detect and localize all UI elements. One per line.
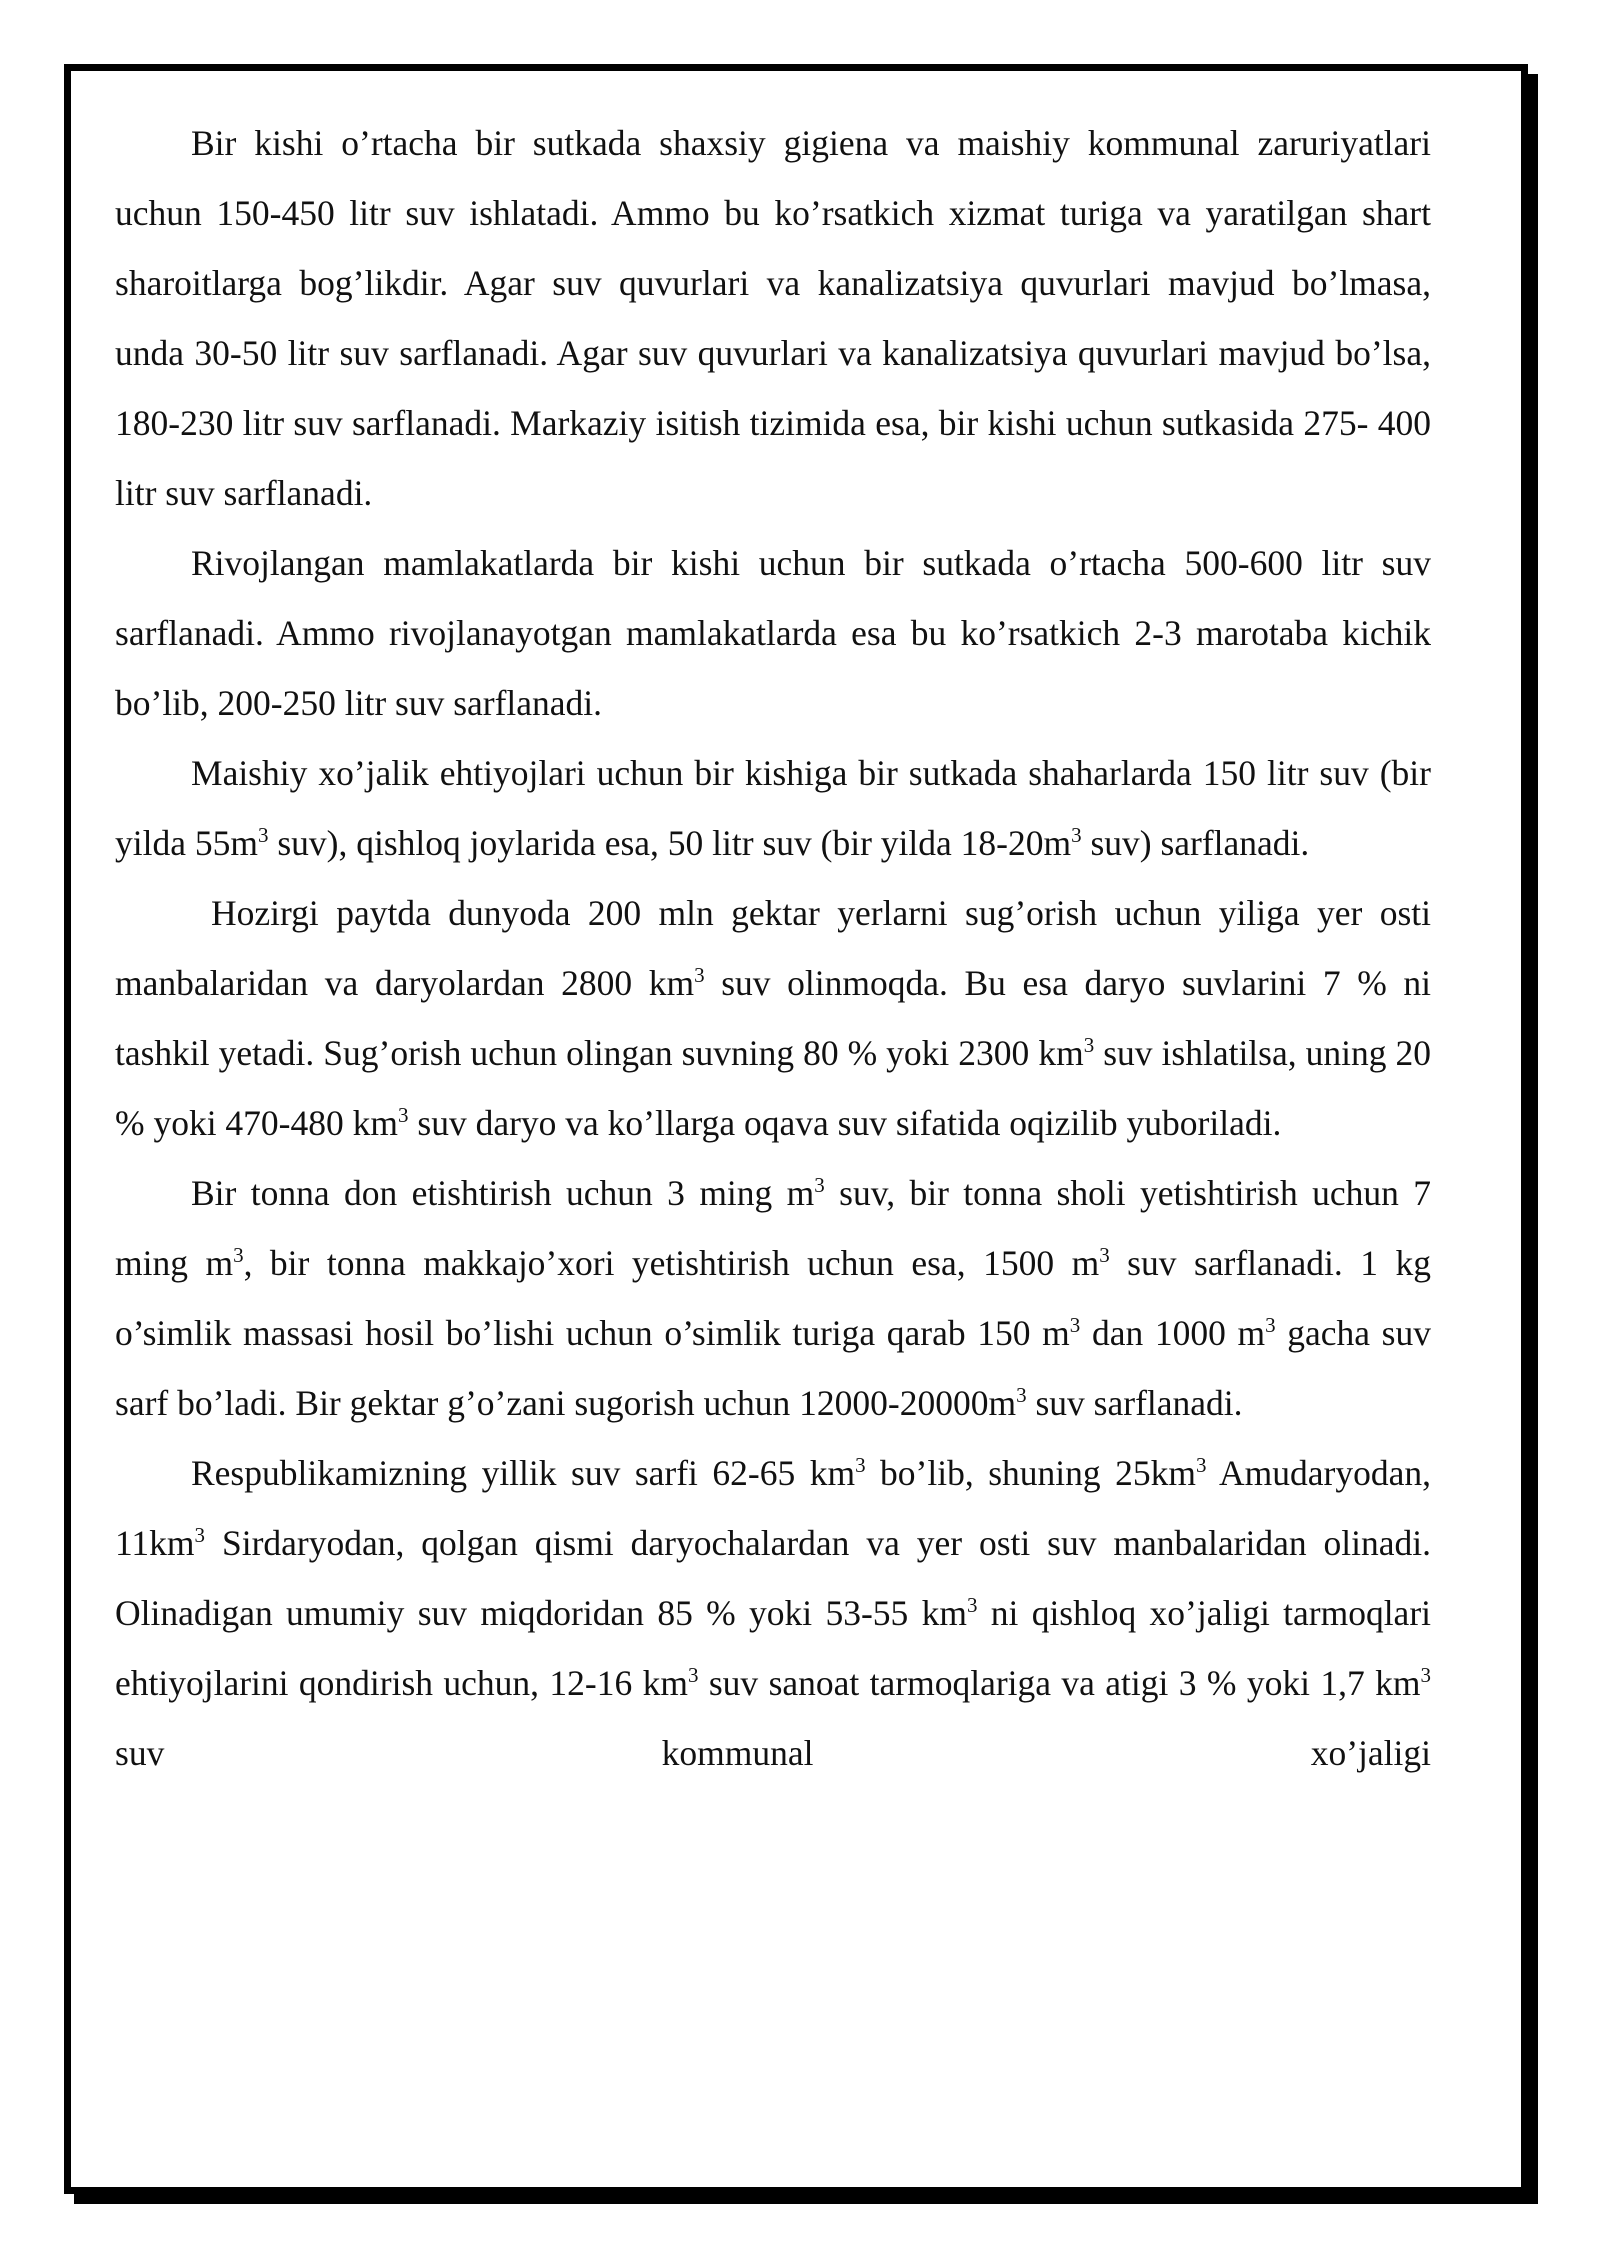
paragraph-household-needs	[115, 738, 1431, 878]
text-run: suv kommunal xo’jaligi	[115, 1733, 1431, 1773]
superscript: 3	[194, 1523, 206, 1548]
text-run: Rivojlangan mamlakatlarda bir kishi uchun bir sutkada o’rtacha 500-600 litr suv sarflanadi. Ammo rivojlanayotgan mamlakatlarda esa bu ko’rsatkich 2-3 marotaba kichik bo’lib, 200-250 litr suv sarflanadi.	[115, 543, 1431, 723]
text-run: Maishiy xo’jalik ehtiyojlari uchun bir kishiga bir sutkada shaharlarda 150 litr suv (bir yilda 55m	[115, 753, 1431, 863]
superscript: 3	[257, 823, 269, 848]
paragraph-republic-water-use	[115, 1438, 1431, 1788]
superscript: 3	[1071, 823, 1082, 848]
text-run: ni qishloq xo’jaligi tarmoqlari ehtiyojlarini qondirish uchun, 12-16 km	[115, 1593, 1432, 1703]
text-run: suv daryo va ko’llarga oqava suv sifatida oqizilib yuboriladi.	[408, 1103, 1282, 1143]
paragraph-developed-countries	[115, 528, 1431, 738]
text-run: suv sarflanadi. 1 kg o’simlik massasi hosil bo’lishi uchun o’simlik turiga qarab 150 m	[115, 1243, 1431, 1353]
text-run: gacha suv sarf bo’ladi. Bir gektar g’o’zani sugorish uchun 12000-20000m	[115, 1313, 1431, 1423]
text-run: Sirdaryodan, qolgan qismi daryochalardan va yer osti suv manbalaridan olinadi. Olinadigan umumiy suv miqdoridan 85 % yoki 53-55 km	[115, 1523, 1431, 1633]
superscript: 3	[1196, 1453, 1207, 1478]
text-run: Amudaryodan, 11km	[115, 1453, 1431, 1563]
text-run: suv olinmoqda. Bu esa daryo suvlarini 7 % ni tashkil yetadi. Sug’orish uchun olingan suvning 80 % yoki 2300 km	[115, 963, 1431, 1073]
superscript: 3	[1099, 1243, 1110, 1268]
superscript: 3	[233, 1243, 244, 1268]
paragraph-irrigation-world	[115, 878, 1431, 1158]
text-run: suv, bir tonna sholi yetishtirish uchun 7 ming m	[115, 1173, 1431, 1283]
superscript: 3	[1083, 1033, 1095, 1058]
superscript: 3	[1016, 1383, 1027, 1408]
superscript: 3	[1069, 1313, 1081, 1338]
text-run: Respublikamizning yillik suv sarfi 62-65 km	[191, 1453, 856, 1493]
text-run: suv sanoat tarmoqlariga va atigi 3 % yoki 1,7 km	[698, 1663, 1421, 1703]
text-run: suv sarflanadi.	[1026, 1383, 1243, 1423]
superscript: 3	[1265, 1313, 1276, 1338]
text-run: suv), qishloq joylarida esa, 50 litr suv (bir yilda 18-20m	[268, 823, 1072, 863]
text-run: bo’lib, shuning 25km	[865, 1453, 1196, 1493]
superscript: 3	[966, 1593, 978, 1618]
paragraph-personal-water-use	[115, 108, 1431, 528]
superscript: 3	[1420, 1663, 1431, 1688]
text-run: suv ishlatilsa, uning 20 % yoki 470-480 km	[115, 1033, 1431, 1143]
text-run: suv) sarflanadi.	[1081, 823, 1310, 863]
superscript: 3	[398, 1103, 409, 1128]
superscript: 3	[814, 1173, 825, 1198]
superscript: 3	[687, 1663, 699, 1688]
text-run: Hozirgi paytda dunyoda 200 mln gektar yerlarni sug’orish uchun yiliga yer osti manbalaridan va daryolardan 2800 km	[115, 893, 1431, 1003]
text-run: dan 1000 m	[1080, 1313, 1266, 1353]
document-body	[115, 108, 1431, 1788]
superscript: 3	[694, 963, 705, 988]
paragraph-crop-water-needs	[115, 1158, 1431, 1438]
text-run: Bir kishi o’rtacha bir sutkada shaxsiy gigiena va maishiy kommunal zaruriyatlari uchun 150-450 litr suv ishlatadi. Ammo bu ko’rsatkich xizmat turiga va yaratilgan shart sharoitlarga bog’likdir. Agar suv quvurlari va kanalizatsiya quvurlari mavjud bo’lmasa, unda 30-50 litr suv sarflanadi. Agar suv quvurlari va kanalizatsiya quvurlari mavjud bo’lsa, 180-230 litr suv sarflanadi. Markaziy isitish tizimida esa, bir kishi uchun sutkasida 275- 400 litr suv sarflanadi.	[115, 123, 1431, 513]
text-run: , bir tonna makkajo’xori yetishtirish uchun esa, 1500 m	[243, 1243, 1100, 1283]
superscript: 3	[855, 1453, 866, 1478]
text-run: Bir tonna don etishtirish uchun 3 ming m	[191, 1173, 815, 1213]
